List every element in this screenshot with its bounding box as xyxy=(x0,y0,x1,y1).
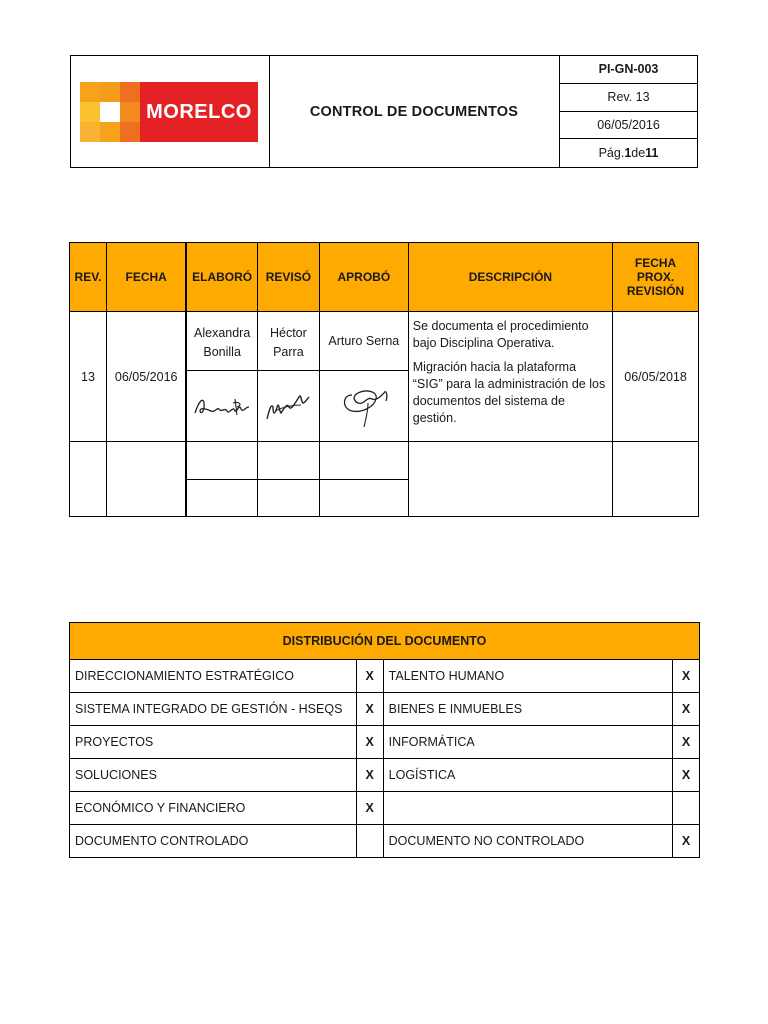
distribution-mark: X xyxy=(673,693,700,726)
distribution-title: DISTRIBUCIÓN DEL DOCUMENTO xyxy=(70,623,700,660)
page-prefix: Pág. xyxy=(598,146,625,161)
distribution-mark: X xyxy=(673,759,700,792)
distribution-mark: X xyxy=(673,825,700,858)
signature-icon xyxy=(191,389,253,421)
logo-cell xyxy=(71,56,270,167)
empty-cell xyxy=(319,479,408,517)
logo-wordmark xyxy=(140,82,258,142)
distribution-mark: X xyxy=(356,759,383,792)
distribution-mark: X xyxy=(673,726,700,759)
distribution-mark xyxy=(673,792,700,825)
empty-cell xyxy=(408,442,612,517)
distribution-row xyxy=(70,660,700,693)
distribution-area-label: LOGÍSTICA xyxy=(383,759,672,792)
page-current: 1 xyxy=(624,146,632,161)
page-total: 11 xyxy=(645,146,659,161)
distribution-area-label: ECONÓMICO Y FINANCIERO xyxy=(70,792,357,825)
description-line-2: Migración hacia la plataforma “SIG” para la administración de los documentos del sistema de gestión. xyxy=(412,360,606,425)
distribution-area-label: DIRECCIONAMIENTO ESTRATÉGICO xyxy=(70,660,357,693)
empty-cell xyxy=(257,479,319,517)
elaborated-by: Alexandra Bonilla xyxy=(186,312,257,371)
distribution-row xyxy=(70,792,700,825)
distribution-row xyxy=(70,693,700,726)
document-code: PI-GN-003 xyxy=(560,56,697,84)
empty-cell xyxy=(319,442,408,480)
col-rev: REV. xyxy=(70,243,107,312)
distribution-mark: X xyxy=(356,792,383,825)
col-fecha: FECHA xyxy=(106,243,186,312)
col-elaboro: ELABORÓ xyxy=(186,243,257,312)
signature-icon xyxy=(332,377,396,433)
distribution-table xyxy=(69,622,700,858)
empty-cell xyxy=(613,442,699,517)
distribution-area-label: BIENES E INMUEBLES xyxy=(383,693,672,726)
revision-header-row xyxy=(70,243,699,312)
empty-cell xyxy=(186,442,257,480)
distribution-row xyxy=(70,825,700,858)
distribution-area-label: SOLUCIONES xyxy=(70,759,357,792)
document-meta xyxy=(560,56,697,167)
description-cell xyxy=(408,312,612,442)
distribution-area-label: TALENTO HUMANO xyxy=(383,660,672,693)
distribution-area-label: SISTEMA INTEGRADO DE GESTIÓN - HSEQS xyxy=(70,693,357,726)
reviewed-by: Héctor Parra xyxy=(257,312,319,371)
document-revision: Rev. 13 xyxy=(560,84,697,112)
page-of: de xyxy=(631,146,646,161)
empty-cell xyxy=(186,479,257,517)
distribution-mark: X xyxy=(673,660,700,693)
signature-aprobo xyxy=(319,371,408,442)
signature-reviso xyxy=(257,371,319,442)
empty-cell xyxy=(257,442,319,480)
approved-by: Arturo Serna xyxy=(319,312,408,371)
distribution-mark: X xyxy=(356,726,383,759)
signature-icon xyxy=(261,385,315,425)
distribution-mark xyxy=(356,825,383,858)
document-header xyxy=(70,55,698,168)
morelco-logo xyxy=(80,82,258,142)
signature-elaboro xyxy=(186,371,257,442)
col-fecha-prox: FECHA PROX. REVISIÓN xyxy=(613,243,699,312)
document-title: CONTROL DE DOCUMENTOS xyxy=(269,56,560,167)
empty-cell xyxy=(70,442,107,517)
revision-row xyxy=(70,312,699,371)
distribution-area-label: PROYECTOS xyxy=(70,726,357,759)
distribution-area-label: DOCUMENTO NO CONTROLADO xyxy=(383,825,672,858)
next-review-date: 06/05/2018 xyxy=(613,312,699,442)
description-line-1: Se documenta el procedimiento bajo Disciplina Operativa. xyxy=(412,319,589,350)
distribution-area-label: DOCUMENTO CONTROLADO xyxy=(70,825,357,858)
distribution-row xyxy=(70,759,700,792)
distribution-area-label: INFORMÁTICA xyxy=(383,726,672,759)
col-reviso: REVISÓ xyxy=(257,243,319,312)
empty-revision-row xyxy=(70,442,699,480)
col-descripcion: DESCRIPCIÓN xyxy=(408,243,612,312)
distribution-mark: X xyxy=(356,693,383,726)
page-number xyxy=(560,139,697,167)
revision-table xyxy=(69,242,699,517)
document-date: 06/05/2016 xyxy=(560,112,697,140)
logo-mosaic-icon xyxy=(80,82,140,142)
rev-date: 06/05/2016 xyxy=(106,312,186,442)
logo-text: MORELCO xyxy=(146,100,252,123)
empty-cell xyxy=(106,442,186,517)
distribution-mark: X xyxy=(356,660,383,693)
distribution-area-label xyxy=(383,792,672,825)
rev-number: 13 xyxy=(70,312,107,442)
col-aprobo: APROBÓ xyxy=(319,243,408,312)
distribution-row xyxy=(70,726,700,759)
